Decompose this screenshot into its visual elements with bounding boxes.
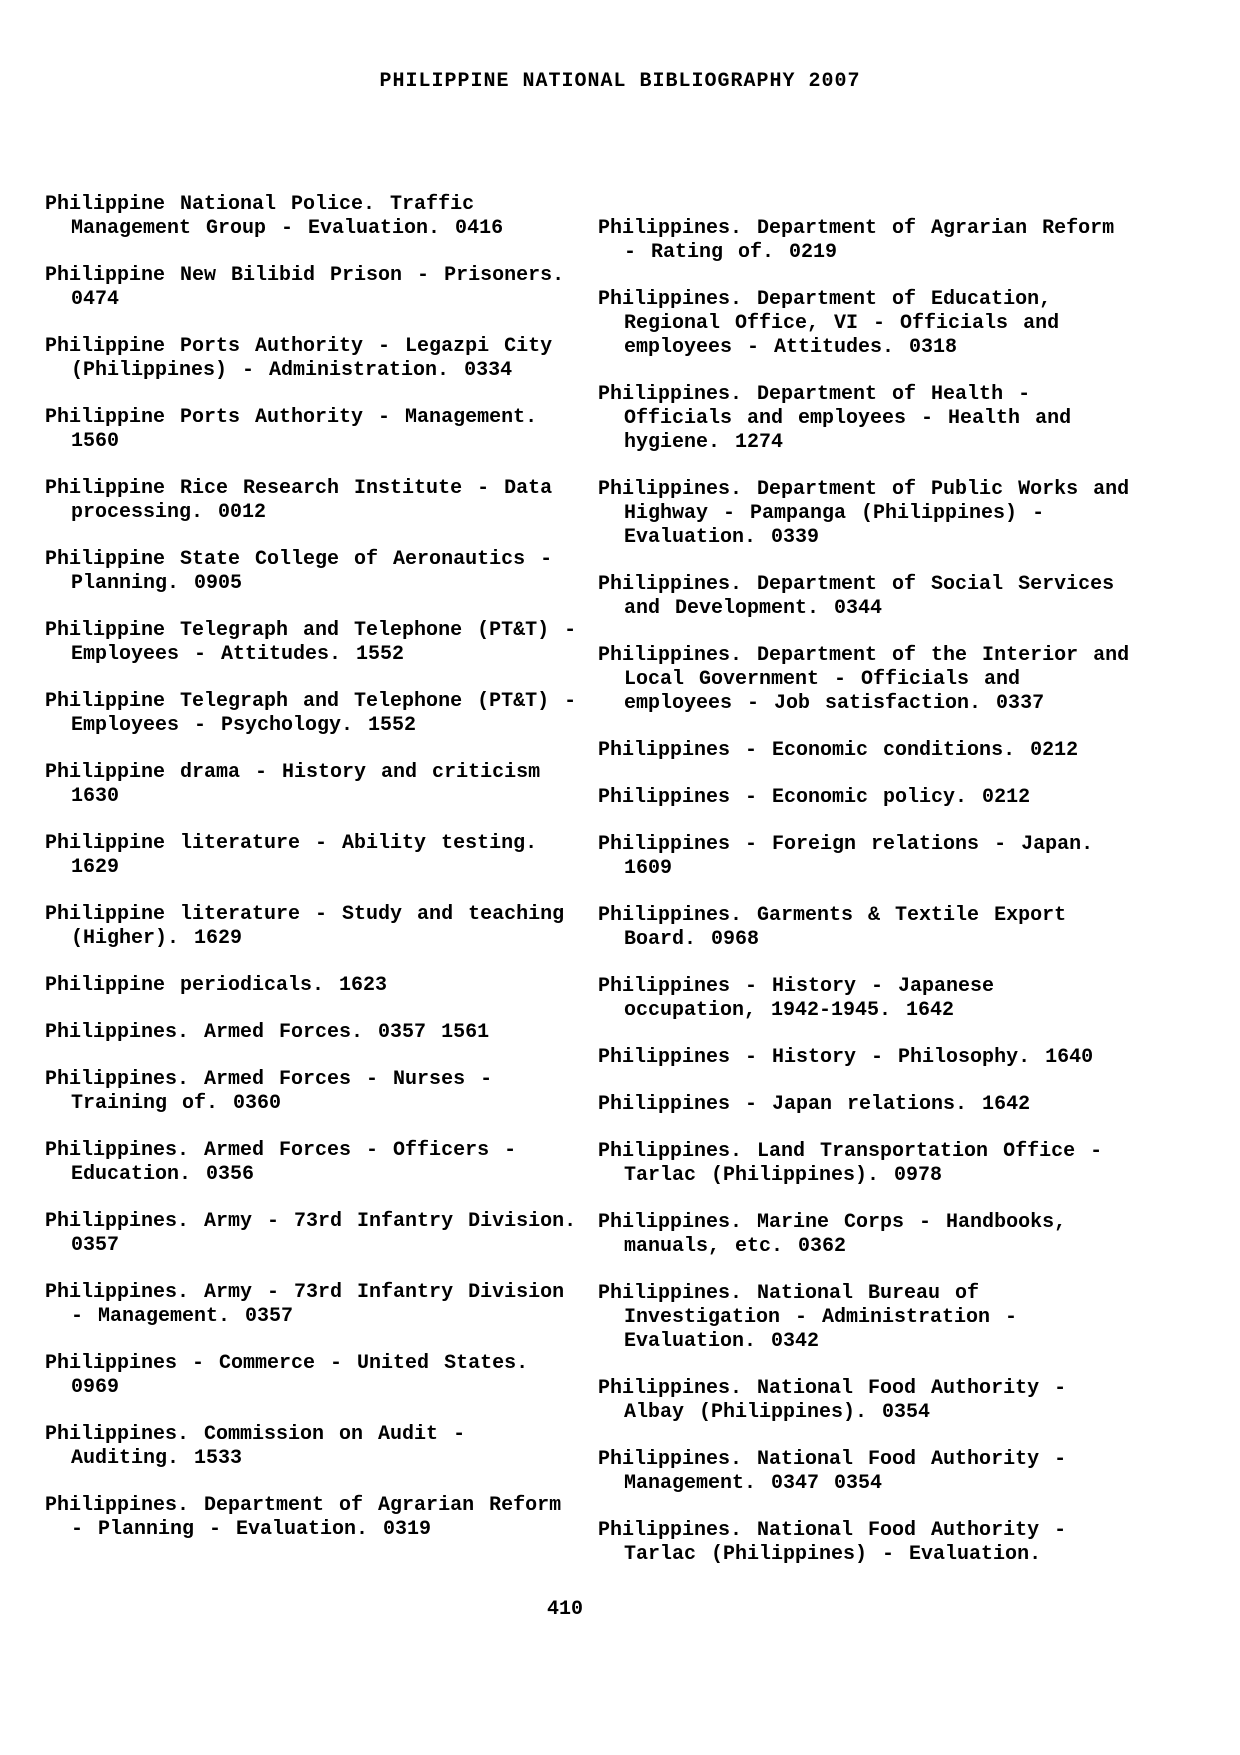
index-entry: Philippine periodicals. 1623 [45,974,388,997]
index-entry: Philippine Ports Authority - Management. 1560 [45,406,538,453]
index-entry: Philippines. Armed Forces - Officers - Education. 0356 [45,1139,517,1186]
index-entry: Philippine drama - History and criticism 1630 [45,761,541,808]
index-entry: Philippines - History - Philosophy. 1640 [598,1046,1094,1069]
index-entry: Philippines. Department of Social Services and Development. 0344 [598,573,1115,620]
index-entry: Philippine State College of Aeronautics - Planning. 0905 [45,548,553,595]
index-entry: Philippines. Department of Public Works and Highway - Pampanga (Philippines) - Evaluation. 0339 [598,478,1130,549]
index-column-left [45,193,585,1565]
index-entry: Philippine literature - Study and teaching (Higher). 1629 [45,903,565,950]
index-entry: Philippines. Commission on Audit - Auditing. 1533 [45,1423,466,1470]
index-entry: Philippine National Police. Traffic Management Group - Evaluation. 0416 [45,193,504,240]
page-number: 410 [546,1598,583,1621]
page-title: PHILIPPINE NATIONAL BIBLIOGRAPHY 2007 [379,70,861,93]
index-entry: Philippines. National Bureau of Investigation - Administration - Evaluation. 0342 [598,1282,1018,1353]
index-entry: Philippine New Bilibid Prison - Prisoners. 0474 [45,264,565,311]
index-entry: Philippine literature - Ability testing. 1629 [45,832,538,879]
index-entry: Philippines. National Food Authority - Management. 0347 0354 [598,1448,1067,1495]
index-entry: Philippines - Foreign relations - Japan. 1609 [598,833,1094,880]
index-entry: Philippine Rice Research Institute - Data processing. 0012 [45,477,553,524]
index-entry: Philippine Telegraph and Telephone (PT&T) - Employees - Attitudes. 1552 [45,619,577,666]
index-entry: Philippines. Garments & Textile Export Board. 0968 [598,904,1067,951]
index-entry: Philippines. Department of Agrarian Reform - Rating of. 0219 [598,217,1115,264]
index-entry: Philippine Ports Authority - Legazpi City (Philippines) - Administration. 0334 [45,335,553,382]
index-entry: Philippine Telegraph and Telephone (PT&T) - Employees - Psychology. 1552 [45,690,577,737]
index-entry: Philippines. Department of the Interior and Local Government - Officials and employees - Job satisfaction. 0337 [598,644,1130,715]
index-entry: Philippines - Japan relations. 1642 [598,1093,1031,1116]
index-entry: Philippines - Commerce - United States. 0969 [45,1352,529,1399]
index-entry: Philippines - Economic conditions. 0212 [598,739,1079,762]
index-entry: Philippines. Armed Forces. 0357 1561 [45,1021,490,1044]
index-entry: Philippines. Army - 73rd Infantry Division. 0357 [45,1210,577,1257]
index-entry: Philippines. Land Transportation Office - Tarlac (Philippines). 0978 [598,1140,1103,1187]
index-entry: Philippines - History - Japanese occupation, 1942-1945. 1642 [598,975,995,1022]
index-column-right [598,217,1138,1590]
index-entry: Philippines. Marine Corps - Handbooks, manuals, etc. 0362 [598,1211,1067,1258]
index-entry: Philippines. National Food Authority - Tarlac (Philippines) - Evaluation. [598,1519,1067,1566]
index-entry: Philippines. Department of Education, Regional Office, VI - Officials and employees - Attitudes. 0318 [598,288,1060,359]
index-entry: Philippines. National Food Authority - Albay (Philippines). 0354 [598,1377,1067,1424]
index-entry: Philippines. Department of Health - Officials and employees - Health and hygiene. 1274 [598,383,1072,454]
index-entry: Philippines. Department of Agrarian Reform - Planning - Evaluation. 0319 [45,1494,562,1541]
index-entry: Philippines - Economic policy. 0212 [598,786,1031,809]
index-entry: Philippines. Army - 73rd Infantry Division - Management. 0357 [45,1281,565,1328]
index-entry: Philippines. Armed Forces - Nurses - Training of. 0360 [45,1068,493,1115]
